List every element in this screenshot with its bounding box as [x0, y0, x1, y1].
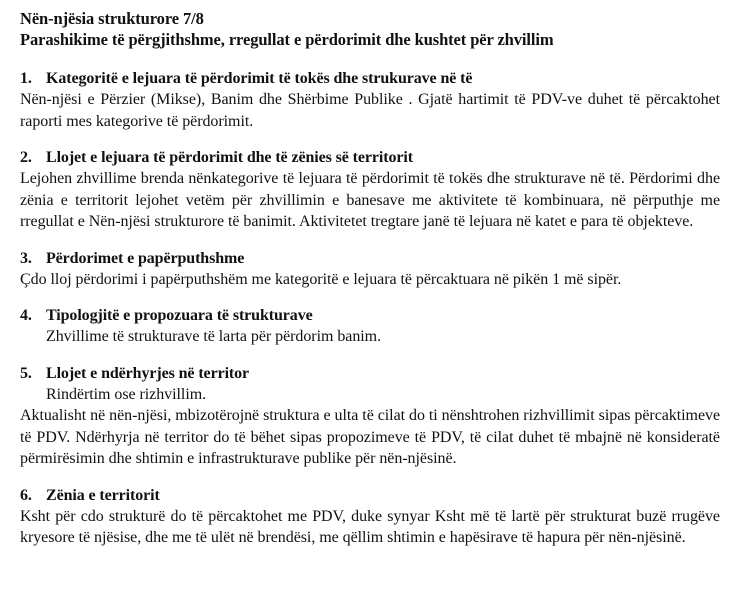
section-3-number: 3. [20, 249, 32, 267]
section-5-extra-paragraph: Aktualisht në nën-njësi, mbizotërojnë struktura e ulta të cilat do ti nënshtrohen rizhvillimit sipas përcaktimeve të PDV. Ndërhyrja në territor do të bëhet sipas propozimeve të PDV, të cilat duhet të mbajnë në konsideratë përmirësimin dhe shtimin e infrastrukturave publike për nën-njësinë. [20, 407, 720, 467]
section-5-heading-text: Llojet e ndërhyrjes në territor [46, 364, 250, 382]
section-4-number: 4. [20, 307, 32, 324]
section-5-number: 5. [20, 364, 32, 382]
section-2-heading [20, 147, 720, 168]
section-3-heading [20, 248, 720, 269]
section-1-heading-text: Kategoritë e lejuara të përdorimit të tokës dhe strukurave në të [46, 70, 473, 87]
section-5-paragraph: Rindërtim ose rizhvillim. [46, 385, 207, 403]
section-2-paragraph: Lejohen zhvillime brenda nënkategorive të lejuara të përdorimit të tokës dhe strukturave në të. Përdorimi dhe zënia e territorit lejohet vetëm për zhvillimin e banesave me aktivitete të kombinuara, në përputhje me rregullat e Nën-njësi strukturore të banimit. Aktivitetet tregtare janë të lejuara në katet e para të objekteve. [20, 170, 720, 230]
section-4 [20, 305, 720, 348]
document-title [20, 8, 720, 50]
section-6-heading [20, 485, 720, 506]
section-4-heading-text: Tipologjitë e propozuara të strukturave [46, 307, 313, 324]
section-6-heading-text: Zënia e territorit [46, 486, 160, 504]
section-5-heading [20, 363, 720, 384]
section-3 [20, 248, 720, 291]
section-3-paragraph: Çdo lloj përdorimi i papërputhshëm me kategoritë e lejuara të përcaktuara në pikën 1 më sipër. [20, 270, 622, 288]
section-6 [20, 485, 720, 549]
document-title-line-1: Nën-njësia strukturore 7/8 [20, 9, 204, 28]
section-4-heading [20, 305, 720, 326]
section-2-heading-text: Llojet e lejuara të përdorimit dhe të zënies së territorit [46, 149, 413, 166]
section-2 [20, 147, 720, 233]
section-5 [20, 363, 720, 470]
document-title-line-2: Parashikime të përgjithshme, rregullat e përdorimit dhe kushtet për zhvillim [20, 30, 554, 49]
section-3-heading-text: Përdorimet e papërputhshme [46, 249, 245, 267]
section-6-paragraph: Ksht për cdo strukturë do të përcaktohet me PDV, duke synyar Ksht më të lartë për strukturat buzë rrugëve kryesore të njësise, dhe me të ulët në brendësi, me qëllim shtimin e hapësirave të hapura për nën-njësinë. [20, 507, 720, 546]
section-1-heading [20, 68, 720, 89]
section-1-number: 1. [20, 70, 32, 87]
section-4-paragraph: Zhvillime të strukturave të larta për përdorim banim. [46, 328, 382, 345]
section-2-number: 2. [20, 149, 32, 166]
section-6-number: 6. [20, 486, 32, 504]
section-1-paragraph: Nën-njësi e Përzier (Mikse), Banim dhe Shërbime Publike . Gjatë hartimit të PDV-ve duhet të përcaktohet raporti mes kategorive të përdorimit. [20, 91, 720, 130]
section-1 [20, 68, 720, 132]
